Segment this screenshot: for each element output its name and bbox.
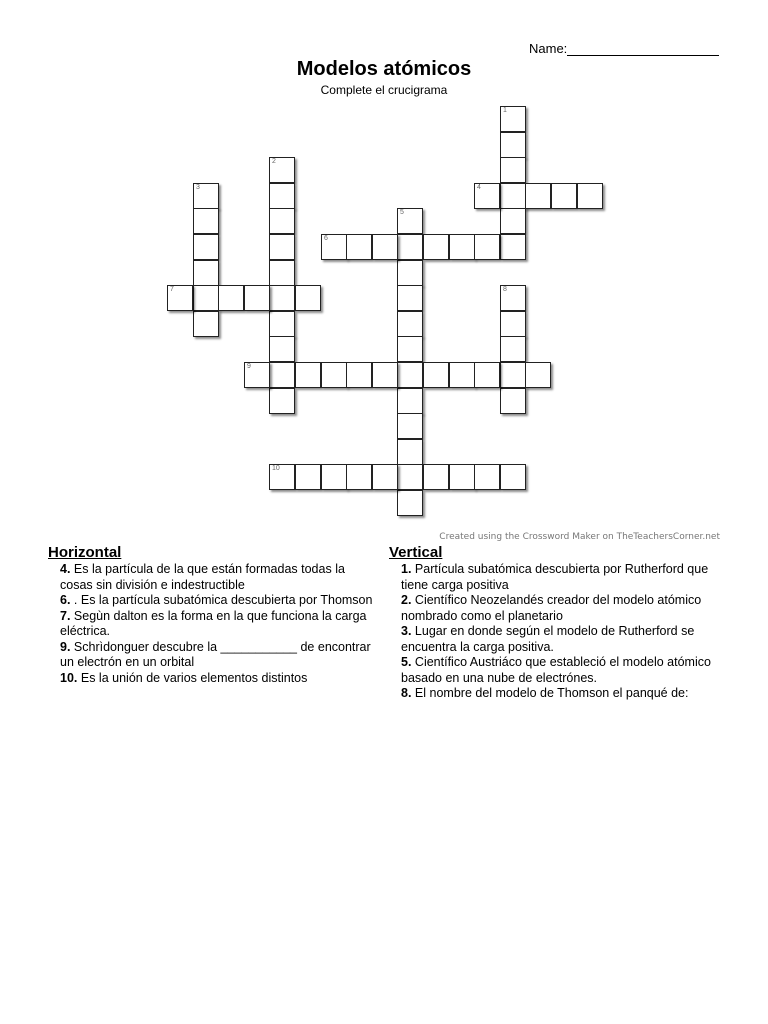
clue-number-label: 4 — [477, 184, 481, 191]
clue-number: 10. — [60, 670, 78, 685]
clue-text: Partícula subatómica descubierta por Rutherford que tiene carga positiva — [401, 562, 709, 592]
crossword-cell[interactable] — [449, 464, 475, 490]
clue-text: Científico Neozelandés creador del modelo atómico nombrado como el planetario — [401, 593, 702, 623]
crossword-cell[interactable] — [500, 336, 526, 362]
crossword-cell[interactable] — [295, 285, 321, 311]
crossword-cell[interactable] — [423, 234, 449, 260]
crossword-cell[interactable] — [193, 183, 219, 209]
crossword-cell[interactable] — [269, 260, 295, 286]
crossword-cell[interactable] — [269, 208, 295, 234]
crossword-cell[interactable] — [193, 260, 219, 286]
clue-number: 1. — [401, 562, 412, 576]
crossword-cell[interactable] — [167, 285, 193, 311]
clue-number: 3. — [401, 624, 412, 638]
crossword-cell[interactable] — [500, 311, 526, 337]
clue-v-8 — [389, 686, 719, 702]
crossword-cell[interactable] — [397, 439, 423, 465]
clue-number-label: 10 — [272, 465, 280, 472]
crossword-cell[interactable] — [397, 388, 423, 414]
clue-number: 9. — [60, 639, 71, 654]
crossword-cell[interactable] — [321, 464, 347, 490]
clue-text: El nombre del modelo de Thomson el panqué de: — [414, 686, 689, 700]
vertical-clues — [389, 544, 719, 702]
crossword-cell[interactable] — [372, 464, 398, 490]
crossword-cell[interactable] — [346, 362, 372, 388]
crossword-cell[interactable] — [269, 183, 295, 209]
clue-h-6 — [48, 593, 373, 609]
clue-number: 7. — [60, 608, 71, 623]
clue-number-label: 2 — [272, 158, 276, 165]
crossword-cell[interactable] — [269, 234, 295, 260]
crossword-cell[interactable] — [244, 362, 270, 388]
vertical-heading: Vertical — [389, 544, 443, 561]
crossword-cell[interactable] — [474, 464, 500, 490]
crossword-cell[interactable] — [500, 362, 526, 388]
clue-text: Segùn dalton es la forma en la que funciona la carga eléctrica. — [60, 608, 367, 638]
clue-number: 5. — [401, 655, 412, 669]
crossword-cell[interactable] — [525, 183, 551, 209]
page-subtitle: Complete el crucigrama — [320, 83, 448, 97]
name-label: Name: — [529, 41, 568, 56]
crossword-cell[interactable] — [397, 285, 423, 311]
clue-text: Schrìdonguer descubre la ___________ de encontrar un electrón en un orbital — [60, 639, 371, 669]
clue-v-3 — [389, 624, 719, 655]
crossword-cell[interactable] — [500, 464, 526, 490]
crossword-cell[interactable] — [372, 362, 398, 388]
clue-h-4 — [48, 562, 373, 593]
crossword-cell[interactable] — [397, 208, 423, 234]
crossword-cell[interactable] — [193, 311, 219, 337]
clue-text: Es la unión de varios elementos distintos — [80, 670, 308, 685]
crossword-cell[interactable] — [500, 208, 526, 234]
clue-h-7 — [48, 609, 373, 640]
clue-text: Científico Austriáco que estableció el modelo atómico basado en una nube de electrónes. — [401, 655, 711, 685]
crossword-cell[interactable] — [269, 464, 295, 490]
crossword-cell[interactable] — [397, 311, 423, 337]
crossword-cell[interactable] — [397, 234, 423, 260]
crossword-cell[interactable] — [500, 183, 526, 209]
clue-v-2 — [389, 593, 719, 624]
crossword-cell[interactable] — [397, 490, 423, 516]
horizontal-heading: Horizontal — [48, 544, 122, 561]
clue-number: 4. — [60, 562, 71, 576]
clue-text: . Es la partícula subatómica descubierta por Thomson — [73, 593, 373, 607]
clue-number-label: 1 — [503, 107, 507, 114]
clue-number-label: 5 — [400, 209, 404, 216]
crossword-cell[interactable] — [269, 311, 295, 337]
credit-text: Created using the Crossword Maker on TheTeachersCorner.net — [439, 532, 720, 542]
crossword-cell[interactable] — [269, 336, 295, 362]
crossword-cell[interactable] — [500, 106, 526, 132]
clue-number-label: 3 — [196, 184, 200, 191]
clue-number: 2. — [401, 593, 412, 607]
crossword-cell[interactable] — [218, 285, 244, 311]
clue-text: Lugar en donde según el modelo de Rutherford se encuentra la carga positiva. — [401, 624, 695, 654]
crossword-cell[interactable] — [474, 362, 500, 388]
crossword-cell[interactable] — [397, 260, 423, 286]
crossword-cell[interactable] — [269, 362, 295, 388]
crossword-cell[interactable] — [500, 132, 526, 158]
crossword-cell[interactable] — [321, 362, 347, 388]
crossword-cell[interactable] — [500, 285, 526, 311]
crossword-cell[interactable] — [525, 362, 551, 388]
crossword-cell[interactable] — [474, 234, 500, 260]
clue-v-5 — [389, 655, 719, 686]
crossword-cell[interactable] — [269, 157, 295, 183]
crossword-cell[interactable] — [321, 234, 347, 260]
page-title: Modelos atómicos — [296, 58, 472, 80]
crossword-cell[interactable] — [423, 464, 449, 490]
crossword-cell[interactable] — [346, 464, 372, 490]
crossword-cell[interactable] — [577, 183, 603, 209]
crossword-cell[interactable] — [244, 285, 270, 311]
clue-text: Es la partícula de la que están formadas todas la cosas sin división e indestructible — [60, 562, 345, 592]
crossword-cell[interactable] — [269, 388, 295, 414]
clue-number-label: 7 — [170, 286, 174, 293]
crossword-cell[interactable] — [193, 234, 219, 260]
clue-h-10 — [48, 671, 373, 687]
crossword-cell[interactable] — [193, 285, 219, 311]
crossword-cell[interactable] — [397, 362, 423, 388]
crossword-cell[interactable] — [500, 388, 526, 414]
crossword-cell[interactable] — [372, 234, 398, 260]
clue-v-1 — [389, 562, 719, 593]
crossword-cell[interactable] — [474, 183, 500, 209]
crossword-cell[interactable] — [269, 285, 295, 311]
crossword-cell[interactable] — [295, 464, 321, 490]
clue-number-label: 8 — [503, 286, 507, 293]
crossword-cell[interactable] — [423, 362, 449, 388]
horizontal-clues — [48, 544, 373, 686]
crossword-cell[interactable] — [500, 157, 526, 183]
crossword-cell[interactable] — [500, 234, 526, 260]
clue-number-label: 6 — [324, 235, 328, 242]
crossword-cell[interactable] — [295, 362, 321, 388]
clue-h-9 — [48, 640, 373, 671]
crossword-cell[interactable] — [346, 234, 372, 260]
crossword-cell[interactable] — [551, 183, 577, 209]
clue-number-label: 9 — [247, 363, 251, 370]
clue-number: 8. — [401, 686, 412, 700]
crossword-cell[interactable] — [397, 413, 423, 439]
crossword-cell[interactable] — [193, 208, 219, 234]
crossword-cell[interactable] — [449, 234, 475, 260]
crossword-cell[interactable] — [397, 464, 423, 490]
clue-number: 6. — [60, 593, 71, 607]
crossword-cell[interactable] — [449, 362, 475, 388]
crossword-cell[interactable] — [397, 336, 423, 362]
